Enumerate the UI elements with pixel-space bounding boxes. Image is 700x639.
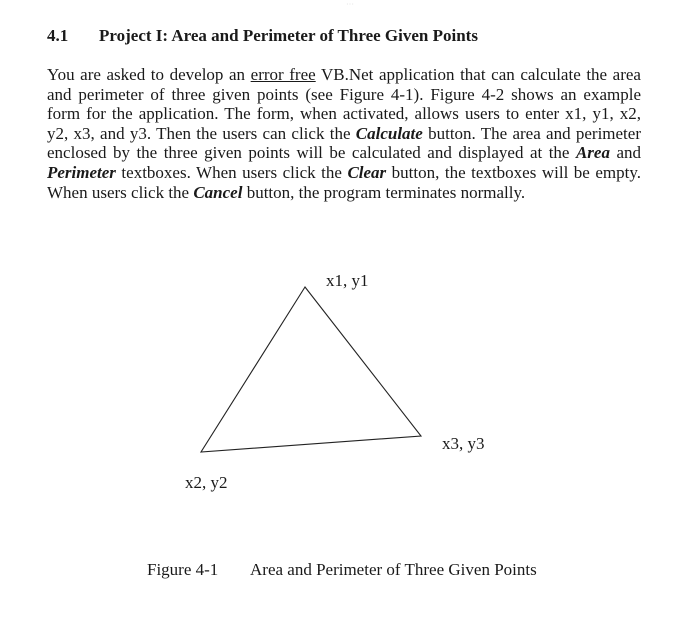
paragraph-text: You are asked to develop an xyxy=(47,65,251,84)
underlined-phrase: error free xyxy=(250,65,316,84)
paragraph-text: button. The area and perimeter enclosed by the three given points will be calculated and displayed at the xyxy=(47,123,641,163)
paragraph-text: button, the textboxes will be empty. When users click the xyxy=(47,162,641,202)
point1-label: x1, y1 xyxy=(326,271,369,290)
clear-keyword: Clear xyxy=(347,162,387,182)
section-heading xyxy=(47,26,478,46)
paragraph-text: VB.Net application that can calculate the area and perimeter of three given points (see Figure 4-1). Figure 4-2 shows an example form for the application. The form, when activated, allows users to enter x1, y1, x2, y2, x3, and y3. Then the users can click the xyxy=(47,65,641,143)
page-top-mark: ··· xyxy=(346,0,354,9)
point2-label: x2, y2 xyxy=(185,473,228,492)
paragraph-text: and xyxy=(609,143,641,163)
triangle-shape xyxy=(201,287,421,452)
section-title: Project I: Area and Perimeter of Three Given Points xyxy=(99,26,478,45)
point3-label: x3, y3 xyxy=(442,434,485,453)
paragraph-text: textboxes. When users click the xyxy=(115,162,348,182)
calculate-keyword: Calculate xyxy=(355,123,423,143)
body-paragraph xyxy=(47,65,641,202)
caption-number: Figure 4-1 xyxy=(147,560,219,579)
area-keyword: Area xyxy=(575,143,610,163)
figure-caption xyxy=(147,560,537,580)
section-number: 4.1 xyxy=(47,26,69,45)
paragraph-text: button, the program terminates normally. xyxy=(242,182,526,202)
perimeter-keyword: Perimeter xyxy=(47,162,116,182)
cancel-keyword: Cancel xyxy=(193,182,243,202)
caption-text: Area and Perimeter of Three Given Points xyxy=(250,560,537,579)
